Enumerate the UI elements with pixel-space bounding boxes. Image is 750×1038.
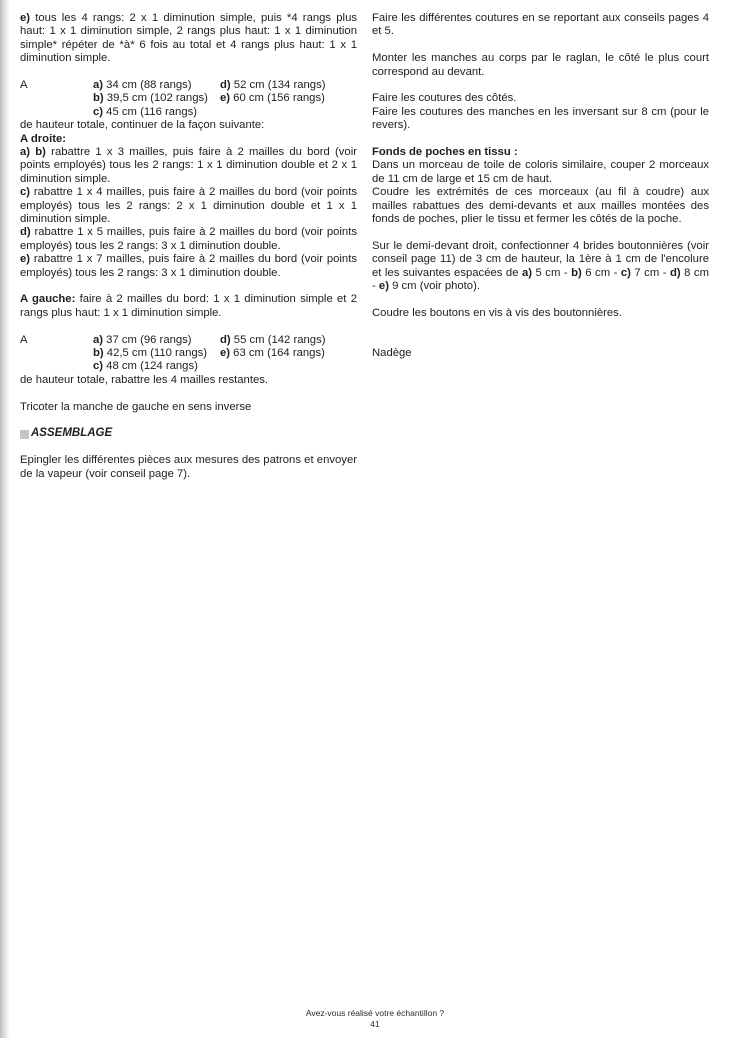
paragraph-pin-pieces: Epingler les différentes pièces aux mesures des patrons et envoyer de la vapeur (voir conseil page 7). [20,454,357,480]
item-label: e) [20,12,31,24]
section-heading-assemblage [20,427,357,440]
measure-d: d) 55 cm (142 rangs) [220,333,326,346]
subheading-pockets: Fonds de poches en tissu : [372,146,518,159]
footer-question: Avez-vous réalisé votre échantillon ? [305,1008,445,1018]
paragraph-seams: Faire les différentes coutures en se reportant aux conseils pages 4 et 5. [372,12,709,38]
left-column [20,12,357,481]
square-bullet-icon [20,430,29,439]
paragraph-total-height: de hauteur totale, continuer de la façon suivante: [20,119,265,132]
paragraph-decrease-e [20,12,357,66]
page-binding-shadow [0,0,10,1038]
paragraph-right-d: d) rabattre 1 x 5 mailles, puis faire à 2 mailles du bord (voir points employés) tous les 2 rangs: 3 x 1 diminution double. [20,226,357,252]
section-heading-text: ASSEMBLAGE [31,427,113,440]
paragraph-raglan: Monter les manches au corps par le raglan, le côté le plus court correspond au devant. [372,52,709,78]
subheading-right: A droite: [20,132,67,145]
measure-a: a) 37 cm (96 rangs) [93,333,192,346]
measure-e: e) 60 cm (156 rangs) [220,92,325,105]
measure-d: d) 52 cm (134 rangs) [220,79,326,92]
paragraph-left-sleeve: Tricoter la manche de gauche en sens inverse [20,400,252,413]
paragraph-bind-off: de hauteur totale, rabattre les 4 mailles restantes. [20,373,269,386]
author-signature: Nadège [372,347,412,360]
size-marker: A [20,333,28,346]
paragraph-text: tous les 4 rangs: 2 x 1 diminution simple, puis *4 rangs plus haut: 1 x 1 diminution simple, 2 rangs plus haut: 1 x 1 diminution simple* répéter de *à* 6 fois au total et 4 rangs plus haut: 1 x 1 diminution simple. [20,12,357,65]
paragraph-buttons: Coudre les boutons en vis à vis des boutonnières. [372,306,622,319]
measure-c: c) 45 cm (116 rangs) [93,105,198,118]
paragraph-side-seams: Faire les coutures des côtés. [372,92,517,105]
right-column [372,12,709,360]
measure-a: a) 34 cm (88 rangs) [93,79,192,92]
paragraph-sew-pockets: Coudre les extrémités de ces morceaux (au fil à coudre) aux mailles rabattues des demi-devants et aux mailles montées des fonds de poches, plier le tissu et fermer les côtés de la poche. [372,186,709,226]
measurements-block-2 [20,334,357,374]
size-marker: A [20,79,28,92]
paragraph-right-e: e) rabattre 1 x 7 mailles, puis faire à 2 mailles du bord (voir points employés) tous les 2 rangs: 3 x 1 diminution double. [20,253,357,279]
measure-c: c) 48 cm (124 rangs) [93,360,198,373]
measure-b: b) 42,5 cm (110 rangs) [93,347,208,360]
paragraph-right-ab: a) b) rabattre 1 x 3 mailles, puis faire à 2 mailles du bord (voir points employés) tous les 2 rangs: 1 x 1 diminution double et 2 x 1 diminution simple. [20,146,357,185]
paragraph-cut-fabric: Dans un morceau de toile de coloris similaire, couper 2 morceaux de 11 cm de large et 15 cm de haut. [372,159,709,185]
paragraph-left-side: A gauche: faire à 2 mailles du bord: 1 x 1 diminution simple et 2 rangs plus haut: 1 x 1 diminution simple. [20,293,357,319]
measurements-block-1 [20,79,357,119]
paragraph-right-c: c) rabattre 1 x 4 mailles, puis faire à 2 mailles du bord (voir points employés) tous les 2 rangs: 2 x 1 diminution double et 1 x 1 diminution simple. [20,186,357,226]
measure-e: e) 63 cm (164 rangs) [220,347,325,360]
page-footer [0,1008,750,1029]
paragraph-buttonholes: Sur le demi-devant droit, confectionner 4 brides boutonnières (voir conseil page 11) de 3 cm de hauteur, la 1ère à 1 cm de l'encolure et les suivantes espacées de a) 5 cm - b) 6 cm - c) 7 cm - d) 8 cm - e) 9 cm (voir photo). [372,239,709,293]
page-number: 41 [370,1018,380,1029]
measure-b: b) 39,5 cm (102 rangs) [93,92,208,105]
paragraph-sleeve-seams: Faire les coutures des manches en les inversant sur 8 cm (pour le revers). [372,105,709,132]
